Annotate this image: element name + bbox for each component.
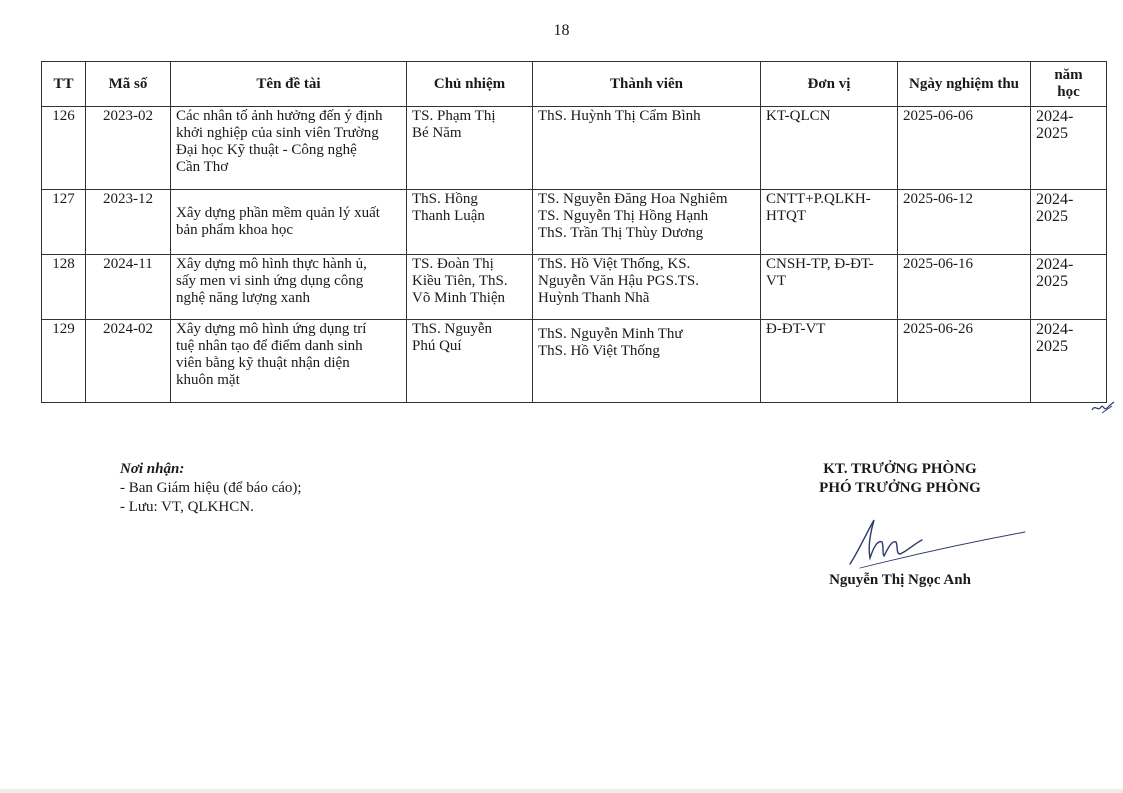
title-line: Cần Thơ xyxy=(176,159,229,175)
table-row xyxy=(42,107,1107,190)
lead-line: Bé Năm xyxy=(412,125,462,141)
cell-tt: 128 xyxy=(42,255,86,320)
year-line: 2024- xyxy=(1036,321,1074,338)
cell-lead xyxy=(407,107,533,190)
cell-unit xyxy=(761,255,898,320)
header-year-line: học xyxy=(1057,84,1080,100)
member-line: TS. Nguyễn Đăng Hoa Nghiêm xyxy=(538,191,728,207)
title-line: Các nhân tố ảnh hưởng đến ý định xyxy=(176,108,383,124)
cell-lead xyxy=(407,190,533,255)
lead-line: Thanh Luận xyxy=(412,208,485,224)
title-line: viên bằng kỹ thuật nhận diện xyxy=(176,355,350,371)
table-row xyxy=(42,190,1107,255)
table-row xyxy=(42,320,1107,403)
title-line: Đại học Kỹ thuật - Công nghệ xyxy=(176,142,357,158)
cell-members xyxy=(533,255,761,320)
member-line: ThS. Trần Thị Thùy Dương xyxy=(538,225,704,241)
unit-line: VT xyxy=(766,273,786,289)
year-line: 2025 xyxy=(1036,338,1068,355)
member-line: ThS. Nguyễn Minh Thư xyxy=(538,326,683,342)
cell-date: 2025-06-16 xyxy=(898,255,1031,320)
header-year-line: năm xyxy=(1054,67,1083,83)
lead-line: TS. Đoàn Thị xyxy=(412,256,494,272)
cell-unit xyxy=(761,107,898,190)
member-line: Nguyễn Văn Hậu PGS.TS. xyxy=(538,273,699,289)
year-line: 2025 xyxy=(1036,208,1068,225)
cell-code: 2023-12 xyxy=(86,190,171,255)
cell-tt: 126 xyxy=(42,107,86,190)
title-line: sấy men vi sinh ứng dụng công xyxy=(176,273,364,289)
year-line: 2025 xyxy=(1036,273,1068,290)
unit-line: HTQT xyxy=(766,208,806,224)
cell-code: 2024-02 xyxy=(86,320,171,403)
member-line: ThS. Hồ Việt Thống xyxy=(538,343,660,359)
signature-title-line: KT. TRƯỞNG PHÒNG xyxy=(823,461,977,477)
title-line: khuôn mặt xyxy=(176,372,240,388)
cell-code: 2023-02 xyxy=(86,107,171,190)
table-row xyxy=(42,255,1107,320)
cell-year xyxy=(1031,107,1107,190)
year-line: 2024- xyxy=(1036,191,1074,208)
header-lead: Chủ nhiệm xyxy=(407,62,533,107)
cell-date: 2025-06-26 xyxy=(898,320,1031,403)
cell-title xyxy=(171,255,407,320)
cell-lead xyxy=(407,320,533,403)
member-line: TS. Nguyễn Thị Hồng Hạnh xyxy=(538,208,709,224)
title-line: khởi nghiệp của sinh viên Trường xyxy=(176,125,379,141)
cell-members xyxy=(533,107,761,190)
initials-mark xyxy=(1090,398,1116,418)
title-line: bản phẩm khoa học xyxy=(176,222,294,238)
lead-line: Võ Minh Thiện xyxy=(412,290,506,306)
cell-title xyxy=(171,320,407,403)
unit-line: KT-QLCN xyxy=(766,108,831,124)
cell-title xyxy=(171,190,407,255)
member-line: ThS. Huỳnh Thị Cẩm Bình xyxy=(538,108,701,124)
year-line: 2025 xyxy=(1036,125,1068,142)
unit-line: CNSH-TP, Đ-ĐT- xyxy=(766,256,874,272)
title-line: tuệ nhân tạo để điểm danh sinh xyxy=(176,338,363,354)
member-line: ThS. Hồ Việt Thống, KS. xyxy=(538,256,691,272)
signer-name: Nguyễn Thị Ngọc Anh xyxy=(829,572,971,588)
lead-line: TS. Phạm Thị xyxy=(412,108,496,124)
cell-unit xyxy=(761,320,898,403)
lead-line: ThS. Nguyễn xyxy=(412,321,492,337)
header-title: Tên đề tài xyxy=(171,62,407,107)
header-tt: TT xyxy=(42,62,86,107)
year-line: 2024- xyxy=(1036,108,1074,125)
header-year xyxy=(1031,62,1107,107)
cell-unit xyxy=(761,190,898,255)
cell-code: 2024-11 xyxy=(86,255,171,320)
cell-members xyxy=(533,190,761,255)
signature-title-block xyxy=(760,460,1040,498)
recipient-item: - Ban Giám hiệu (để báo cáo); xyxy=(120,480,302,496)
page-number: 18 xyxy=(553,22,570,39)
title-line: Xây dựng phần mềm quản lý xuất xyxy=(176,205,380,221)
cell-year xyxy=(1031,190,1107,255)
cell-members xyxy=(533,320,761,403)
lead-line: Kiều Tiên, ThS. xyxy=(412,273,508,289)
recipient-item: - Lưu: VT, QLKHCN. xyxy=(120,499,254,515)
title-line: nghệ năng lượng xanh xyxy=(176,290,310,306)
header-date: Ngày nghiệm thu xyxy=(898,62,1031,107)
handwritten-signature xyxy=(840,512,1030,572)
lead-line: ThS. Hồng xyxy=(412,191,478,207)
year-line: 2024- xyxy=(1036,256,1074,273)
cell-lead xyxy=(407,255,533,320)
cell-date: 2025-06-12 xyxy=(898,190,1031,255)
cell-year xyxy=(1031,320,1107,403)
header-members: Thành viên xyxy=(533,62,761,107)
recipients-block xyxy=(120,460,302,517)
lead-line: Phú Quí xyxy=(412,338,462,354)
title-line: Xây dựng mô hình ứng dụng trí xyxy=(176,321,367,337)
cell-date: 2025-06-06 xyxy=(898,107,1031,190)
table-header-row xyxy=(42,62,1107,107)
header-code: Mã số xyxy=(86,62,171,107)
cell-year xyxy=(1031,255,1107,320)
cell-tt: 129 xyxy=(42,320,86,403)
unit-line: Đ-ĐT-VT xyxy=(766,321,826,337)
signature-title-line: PHÓ TRƯỞNG PHÒNG xyxy=(819,480,981,496)
unit-line: CNTT+P.QLKH- xyxy=(766,191,871,207)
cell-title xyxy=(171,107,407,190)
acceptance-table xyxy=(41,61,1107,403)
title-line: Xây dựng mô hình thực hành ủ, xyxy=(176,256,367,272)
member-line: Huỳnh Thanh Nhã xyxy=(538,290,650,306)
recipients-heading: Nơi nhận: xyxy=(120,461,185,477)
header-unit: Đơn vị xyxy=(761,62,898,107)
cell-tt: 127 xyxy=(42,190,86,255)
scan-edge xyxy=(0,789,1123,793)
